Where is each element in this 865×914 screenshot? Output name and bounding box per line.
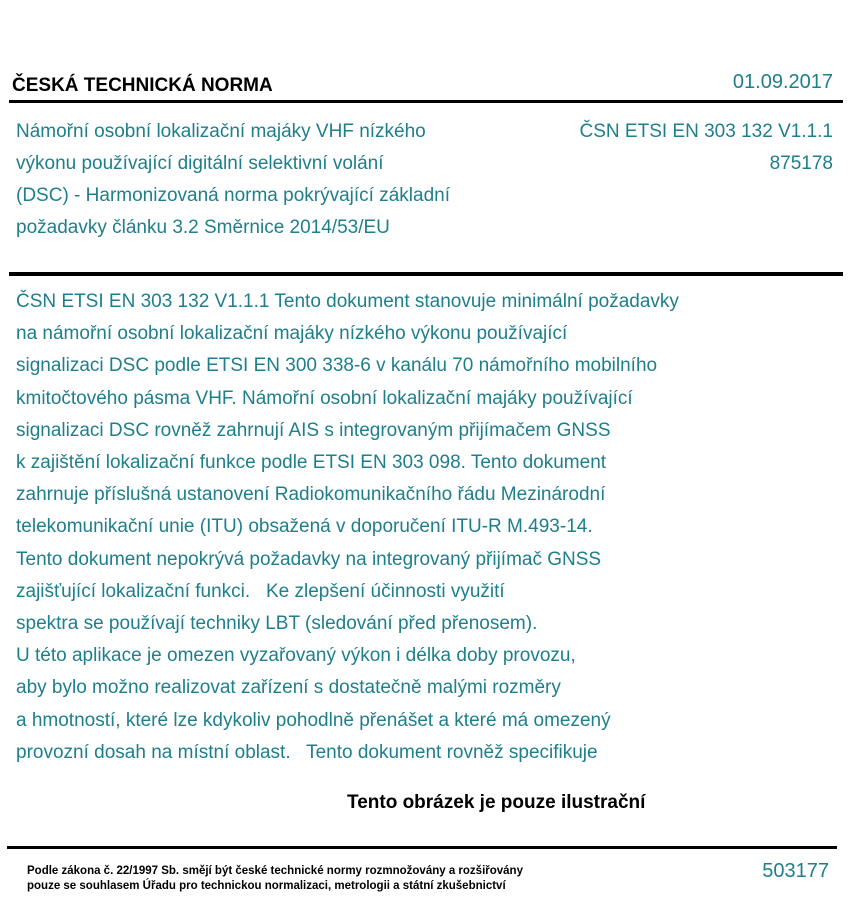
designation-code: ČSN ETSI EN 303 132 V1.1.1 <box>579 121 833 142</box>
catalog-number: 875178 <box>769 153 833 174</box>
abstract-line: U této aplikace je omezen vyzařovaný výkon i délka doby provozu, <box>16 645 576 667</box>
abstract-text <box>16 286 836 769</box>
standard-title <box>16 116 536 244</box>
document-type-heading: ČESKÁ TECHNICKÁ NORMA <box>12 75 273 96</box>
abstract-line: na námořní osobní lokalizační majáky nízkého výkonu používající <box>16 323 568 345</box>
abstract-line: signalizaci DSC rovněž zahrnují AIS s integrovaným přijímačem GNSS <box>16 419 611 441</box>
abstract-line: k zajištění lokalizační funkce podle ETSI EN 303 098. Tento dokument <box>16 452 607 474</box>
copyright-note <box>27 864 523 893</box>
abstract-line: telekomunikační unie (ITU) obsažená v doporučení ITU-R M.493-14. <box>16 516 593 538</box>
footer-divider <box>7 846 837 849</box>
abstract-line: Tento dokument nepokrývá požadavky na integrovaný přijímač GNSS <box>16 548 602 570</box>
publication-date: 01.09.2017 <box>732 71 833 93</box>
title-divider <box>9 272 843 276</box>
document-id: 503177 <box>762 860 829 882</box>
title-line: Námořní osobní lokalizační majáky VHF nízkého <box>16 121 426 142</box>
abstract-line: kmitočtového pásma VHF. Námořní osobní lokalizační majáky používající <box>16 387 633 409</box>
header-divider <box>9 100 843 103</box>
abstract-line: aby bylo možno realizovat zařízení s dostatečně malými rozměry <box>16 677 561 699</box>
title-line: (DSC) - Harmonizovaná norma pokrývající základní <box>16 185 450 206</box>
copyright-line: Podle zákona č. 22/1997 Sb. smějí být české technické normy rozmnožovány a rozšiřovány <box>27 865 523 877</box>
standard-designation <box>580 116 833 180</box>
abstract-line: a hmotností, které lze kdykoliv pohodlně přenášet a které má omezený <box>16 709 611 731</box>
title-line: požadavky článku 3.2 Směrnice 2014/53/EU <box>16 217 390 238</box>
abstract-line: ČSN ETSI EN 303 132 V1.1.1 Tento dokument stanovuje minimální požadavky <box>16 291 679 312</box>
abstract-line: provozní dosah na místní oblast. Tento dokument rovněž specifikuje <box>16 741 598 763</box>
abstract-line: zahrnuje příslušná ustanovení Radiokomunikačního řádu Mezinárodní <box>16 484 606 506</box>
copyright-line: pouze se souhlasem Úřadu pro technickou normalizaci, metrologii a státní zkušebnictví <box>27 879 506 892</box>
abstract-line: signalizaci DSC podle ETSI EN 300 338-6 v kanálu 70 námořního mobilního <box>16 355 658 377</box>
title-line: výkonu používající digitální selektivní volání <box>16 153 384 174</box>
abstract-line: spektra se používají techniky LBT (sledování před přenosem). <box>16 613 538 635</box>
abstract-line: zajišťující lokalizační funkci. Ke zlepšení účinnosti využití <box>16 580 505 602</box>
illustrative-notice: Tento obrázek je pouze ilustrační <box>347 792 646 813</box>
